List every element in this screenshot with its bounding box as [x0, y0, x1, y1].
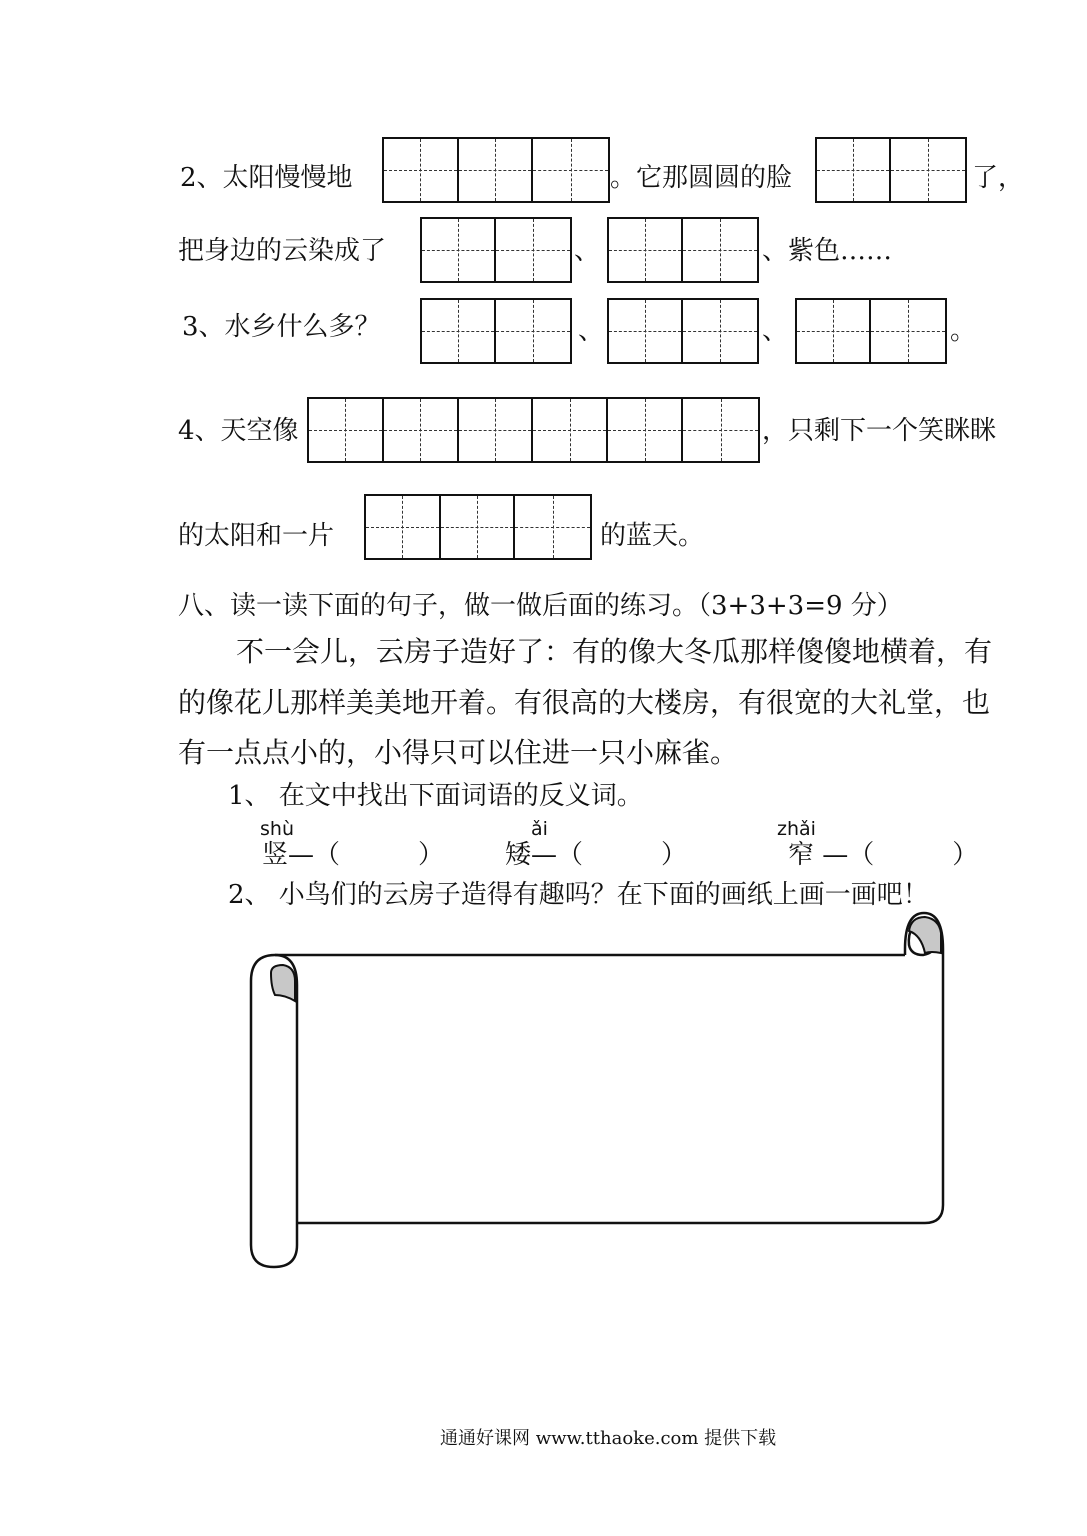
q3-separator-1: 、 [578, 316, 605, 346]
antonym-item-zhai: 窄 —（ ） [788, 840, 979, 870]
answer-grid-q2-3[interactable] [420, 217, 572, 283]
grid-cell [817, 139, 891, 201]
grid-cell [459, 399, 534, 461]
grid-cell [871, 300, 945, 362]
grid-cell [533, 399, 608, 461]
grid-cell [422, 300, 496, 362]
grid-cell [384, 139, 459, 201]
footer-credit: 通通好课网 www.tthaoke.com 提供下载 [440, 1428, 777, 1449]
q2-line1-prefix: 2、太阳慢慢地 [180, 163, 353, 193]
answer-grid-q4-1[interactable] [307, 397, 760, 463]
q2-line1-suffix: 了， [972, 163, 1025, 193]
answer-grid-q3-3[interactable] [795, 298, 947, 364]
grid-cell [366, 496, 441, 558]
answer-grid-q3-2[interactable] [607, 298, 759, 364]
answer-grid-q2-2[interactable] [815, 137, 967, 203]
antonym-item-shu: 竖—（ ） [262, 840, 445, 870]
scroll-drawing-paper[interactable] [245, 905, 955, 1275]
q2-line1-middle: 。它那圆圆的脸 [610, 163, 793, 193]
q4-line1-prefix: 4、天空像 [178, 416, 299, 446]
task-1-instruction: 1、 在文中找出下面词语的反义词。 [228, 781, 643, 811]
grid-cell [422, 219, 496, 281]
pinyin-zhai: zhǎi [777, 818, 816, 840]
answer-grid-q2-1[interactable] [382, 137, 610, 203]
pinyin-shu: shù [260, 818, 294, 840]
q3-separator-2: 、 [762, 316, 789, 346]
answer-grid-q4-2[interactable] [364, 494, 592, 560]
grid-cell [496, 219, 570, 281]
grid-cell [459, 139, 534, 201]
q2-line2-prefix: 把身边的云染成了 [178, 236, 387, 266]
q4-line2-prefix: 的太阳和一片 [178, 521, 335, 551]
grid-cell [384, 399, 459, 461]
passage-line-2: 的像花儿那样美美地开着。有很高的大楼房，有很宽的大礼堂，也 [178, 686, 991, 719]
q2-line2-suffix: 、紫色…… [762, 236, 893, 266]
grid-cell [683, 399, 758, 461]
answer-grid-q2-4[interactable] [607, 217, 759, 283]
section-8-heading: 八、读一读下面的句子，做一做后面的练习。（3+3+3=9 分） [178, 591, 903, 621]
q4-line2-suffix: 的蓝天。 [600, 521, 705, 551]
grid-cell [608, 399, 683, 461]
grid-cell [609, 300, 683, 362]
grid-cell [683, 300, 757, 362]
q3-prompt: 3、水乡什么多？ [182, 312, 381, 342]
task-2-instruction: 2、 小鸟们的云房子造得有趣吗？在下面的画纸上画一画吧！ [228, 880, 929, 910]
grid-cell [309, 399, 384, 461]
grid-cell [683, 219, 757, 281]
pinyin-ai: ǎi [531, 818, 548, 840]
answer-grid-q3-1[interactable] [420, 298, 572, 364]
grid-cell [515, 496, 590, 558]
passage-line-1: 不一会儿，云房子造好了：有的像大冬瓜那样傻傻地横着，有 [236, 635, 993, 668]
antonym-item-ai: 矮—（ ） [505, 840, 688, 870]
grid-cell [609, 219, 683, 281]
grid-cell [496, 300, 570, 362]
grid-cell [891, 139, 965, 201]
passage-line-3: 有一点点小的，小得只可以住进一只小麻雀。 [178, 736, 739, 769]
grid-cell [533, 139, 608, 201]
q2-line2-separator: 、 [574, 236, 601, 266]
q3-end: 。 [950, 316, 977, 346]
grid-cell [797, 300, 871, 362]
q4-line1-suffix: ，只剩下一个笑眯眯 [762, 416, 997, 446]
grid-cell [441, 496, 516, 558]
